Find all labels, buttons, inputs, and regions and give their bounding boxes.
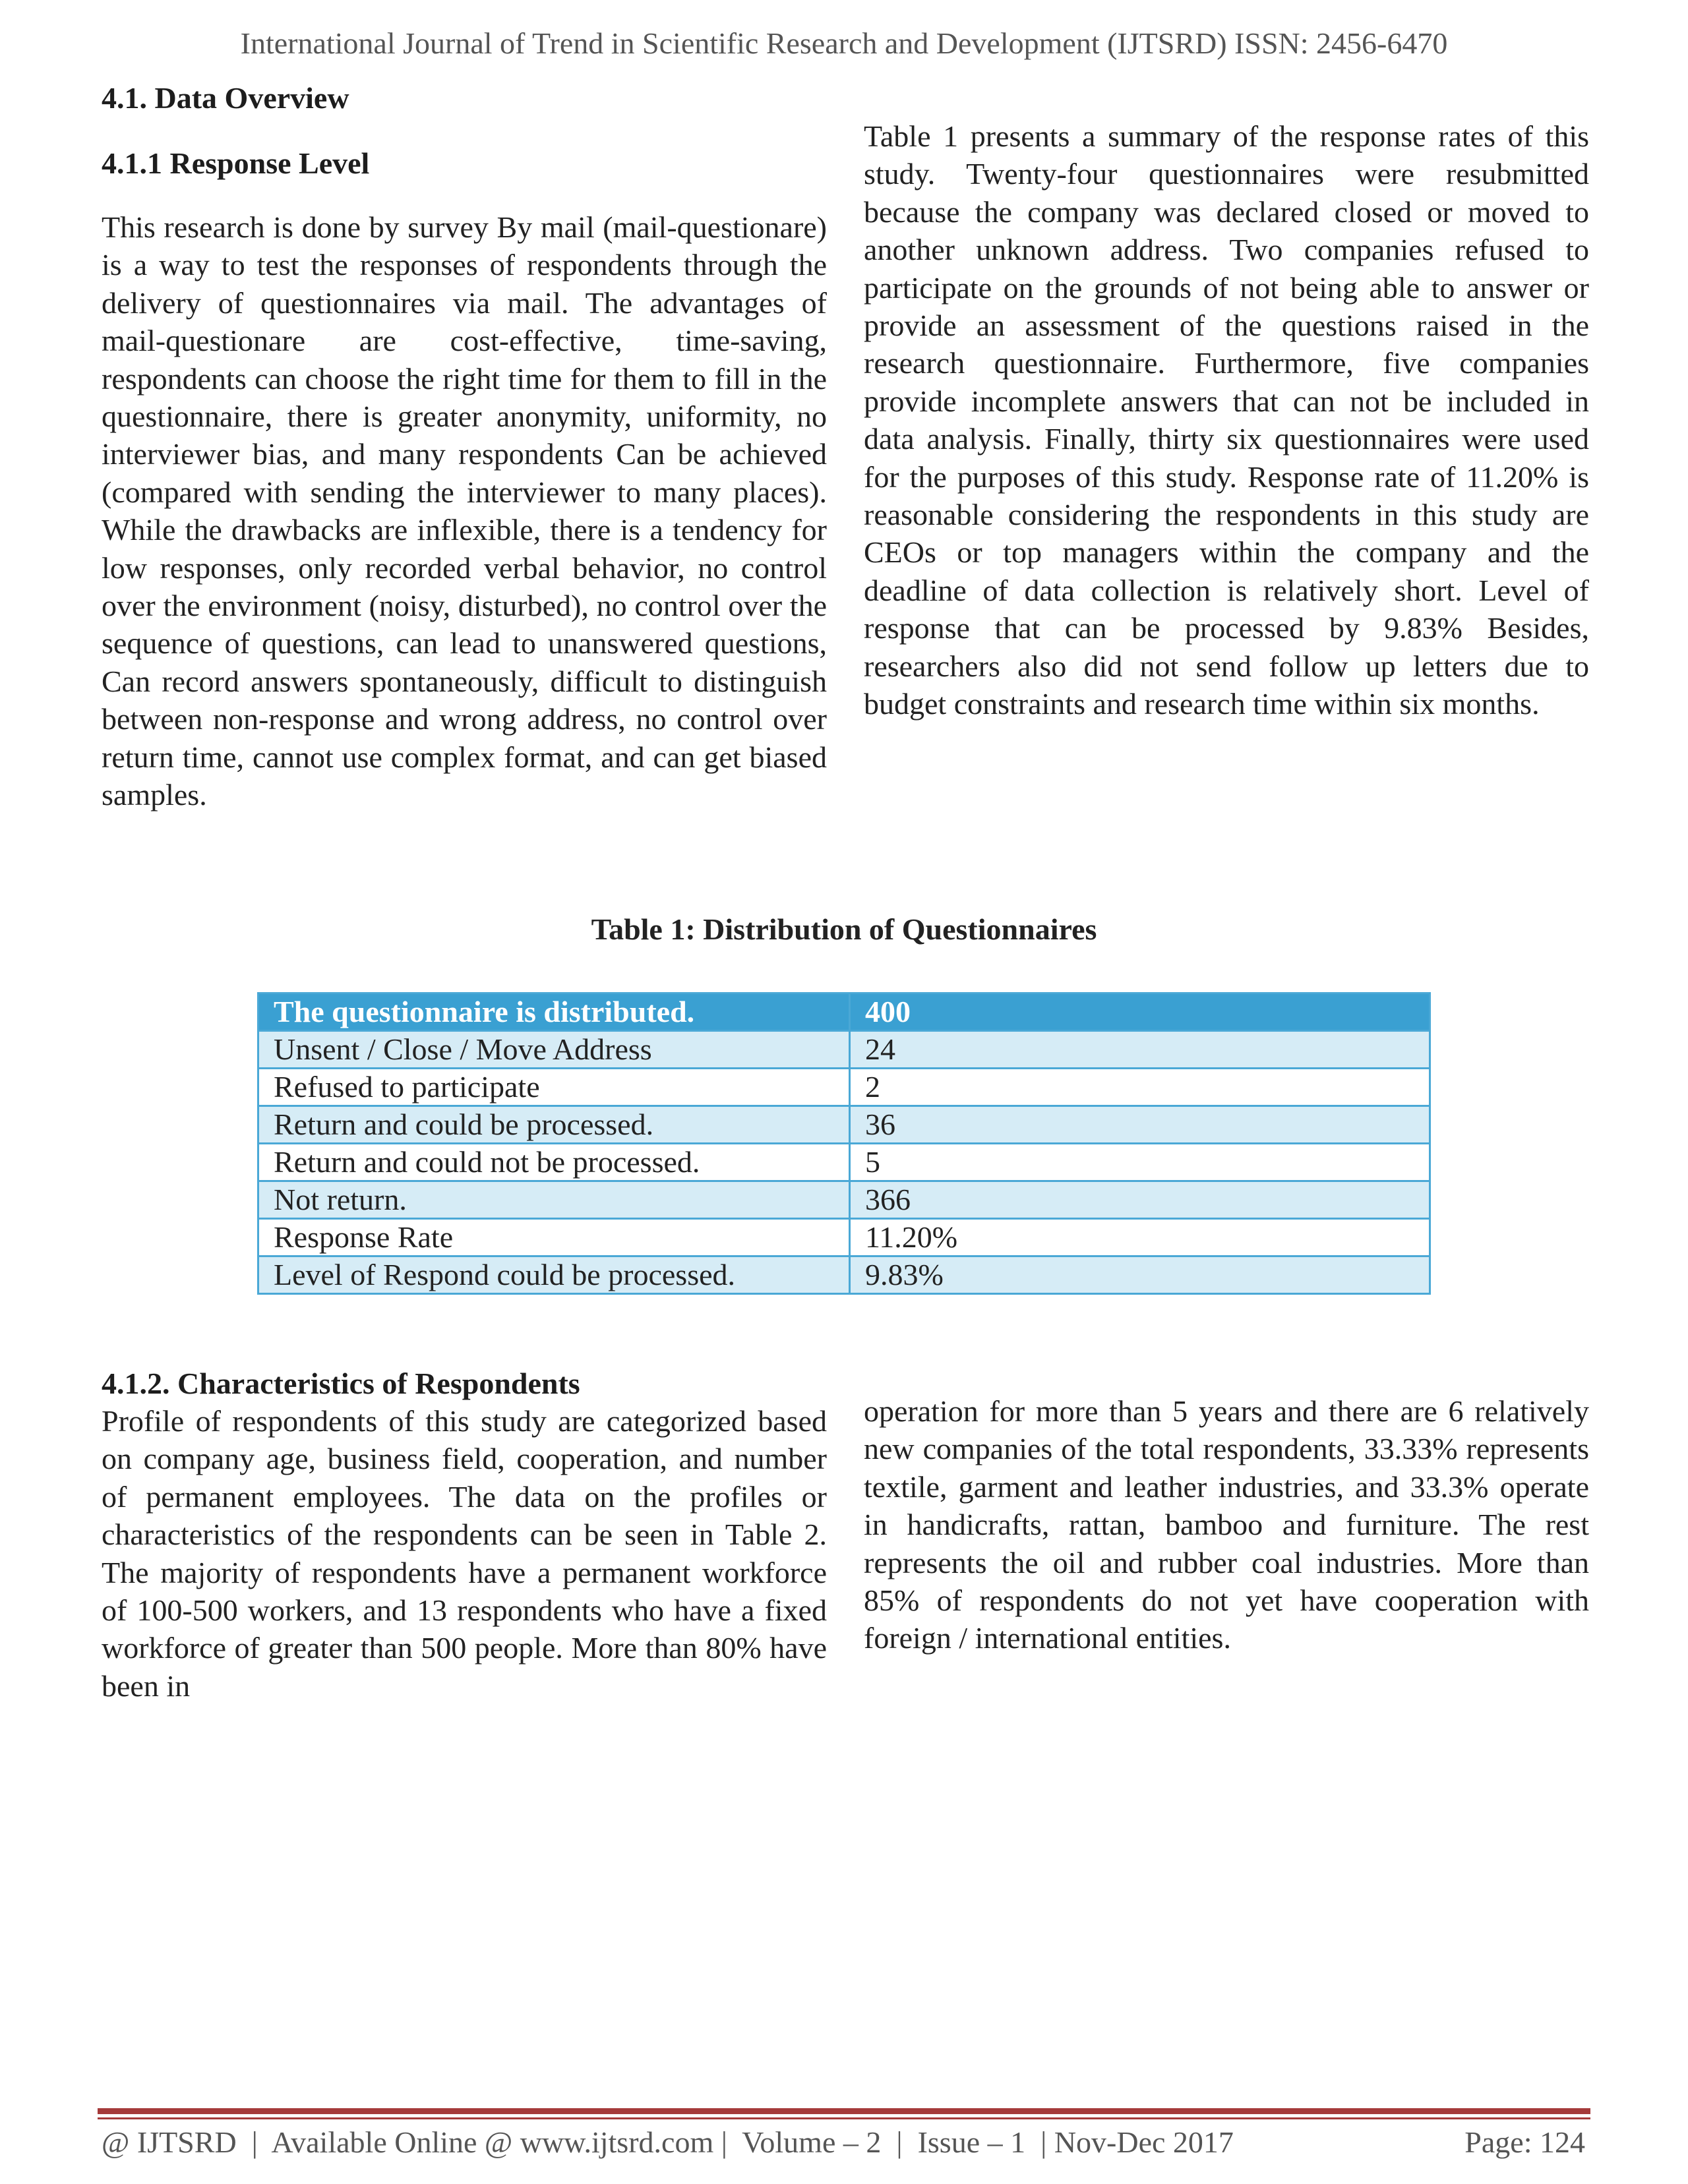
page-number: Page: 124 (1464, 2125, 1585, 2159)
table-cell-label: The questionnaire is distributed. (258, 993, 850, 1031)
body-paragraph: Table 1 presents a summary of the response rates of this study. Twenty-four questionnaires were resubmitted because the company was declared closed or moved to another unknown address. Two companies refused to participate on the grounds of not being able to answer or provide an assessment of the questions raised in the research questionnaire. Furthermore, five companies provide incomplete answers that can not be included in data analysis. Finally, thirty six questionnaires were used for the purposes of this study. Response rate of 11.20% is reasonable considering the respondents in this study are CEOs or top managers within the company and the deadline of data collection is relatively short. Level of response that can be processed by 9.83% Besides, researchers also did not send follow up letters due to budget constraints and research time within six months. (864, 119, 1589, 721)
table-cell-label: Return and could be processed. (258, 1106, 850, 1144)
table-row (258, 1069, 1430, 1106)
table-cell-value: 366 (850, 1181, 1430, 1219)
table-row (258, 1256, 1430, 1294)
column-bottom-right (864, 1392, 1589, 1657)
running-head: International Journal of Trend in Scientific Research and Development (IJTSRD) ISSN: 2456-6470 (240, 26, 1448, 60)
table-row (258, 1219, 1430, 1256)
table-cell-value: 36 (850, 1106, 1430, 1144)
table-cell-value: 11.20% (850, 1219, 1430, 1256)
page-footer (102, 2124, 1585, 2161)
table-cell-value: 24 (850, 1031, 1430, 1069)
table-cell-value: 2 (850, 1069, 1430, 1106)
table-cell-value: 5 (850, 1144, 1430, 1181)
footer-text: @ IJTSRD | Available Online @ www.ijtsrd.com | Volume – 2 | Issue – 1 | Nov-Dec 2017 (102, 2125, 1234, 2159)
footer-divider (98, 2108, 1590, 2114)
table-cell-label: Return and could not be processed. (258, 1144, 850, 1181)
footer-divider-thin (98, 2117, 1590, 2119)
column-top-right (864, 117, 1589, 723)
table-caption: Table 1: Distribution of Questionnaires (591, 912, 1097, 946)
table-cell-label: Response Rate (258, 1219, 850, 1256)
body-paragraph: operation for more than 5 years and there are 6 relatively new companies of the total respondents, 33.33% represents textile, garment and leather industries, and 33.3% operate in handicrafts, rattan, bamboo and furniture. The rest represents the oil and rubber coal industries. More than 85% of respondents do not yet have cooperation with foreign / international entities. (864, 1394, 1589, 1655)
table-row (258, 1106, 1430, 1144)
table-cell-value: 9.83% (850, 1256, 1430, 1294)
table-cell-value: 400 (850, 993, 1430, 1031)
body-paragraph: This research is done by survey By mail (mail-questionare) is a way to test the responses of respondents through the delivery of questionnaires via mail. The advantages of mail-questionare are cost-effective, time-saving, respondents can choose the right time for them to fill in the questionnaire, there is greater anonymity, uniformity, no interviewer bias, and many respondents Can be achieved (compared with sending the interviewer to many places). While the drawbacks are inflexible, there is a tendency for low responses, only recorded verbal behavior, no control over the environment (noisy, disturbed), no control over the sequence of questions, can lead to unanswered questions, Can record answers spontaneously, difficult to distinguish between non-response and wrong address, no control over return time, cannot use complex format, and can get biased samples. (102, 210, 827, 812)
column-top-left (102, 79, 827, 814)
table-cell-label: Unsent / Close / Move Address (258, 1031, 850, 1069)
distribution-table (257, 992, 1431, 1295)
table-row (258, 1144, 1430, 1181)
table-cell-label: Level of Respond could be processed. (258, 1256, 850, 1294)
column-bottom-left (102, 1365, 827, 1705)
table-row (258, 993, 1430, 1031)
body-paragraph: Profile of respondents of this study are categorized based on company age, business field, cooperation, and number of permanent employees. The data on the profiles or characteristics of the respondents can be seen in Table 2. The majority of respondents have a permanent workforce of 100-500 workers, and 13 respondents who have a fixed workforce of greater than 500 people. More than 80% have been in (102, 1404, 827, 1703)
table-row (258, 1031, 1430, 1069)
table-cell-label: Refused to participate (258, 1069, 850, 1106)
table-row (258, 1181, 1430, 1219)
subsection-title: 4.1.1 Response Level (102, 146, 370, 180)
section-title: 4.1. Data Overview (102, 81, 349, 115)
subsection-title: 4.1.2. Characteristics of Respondents (102, 1367, 580, 1400)
table-cell-label: Not return. (258, 1181, 850, 1219)
